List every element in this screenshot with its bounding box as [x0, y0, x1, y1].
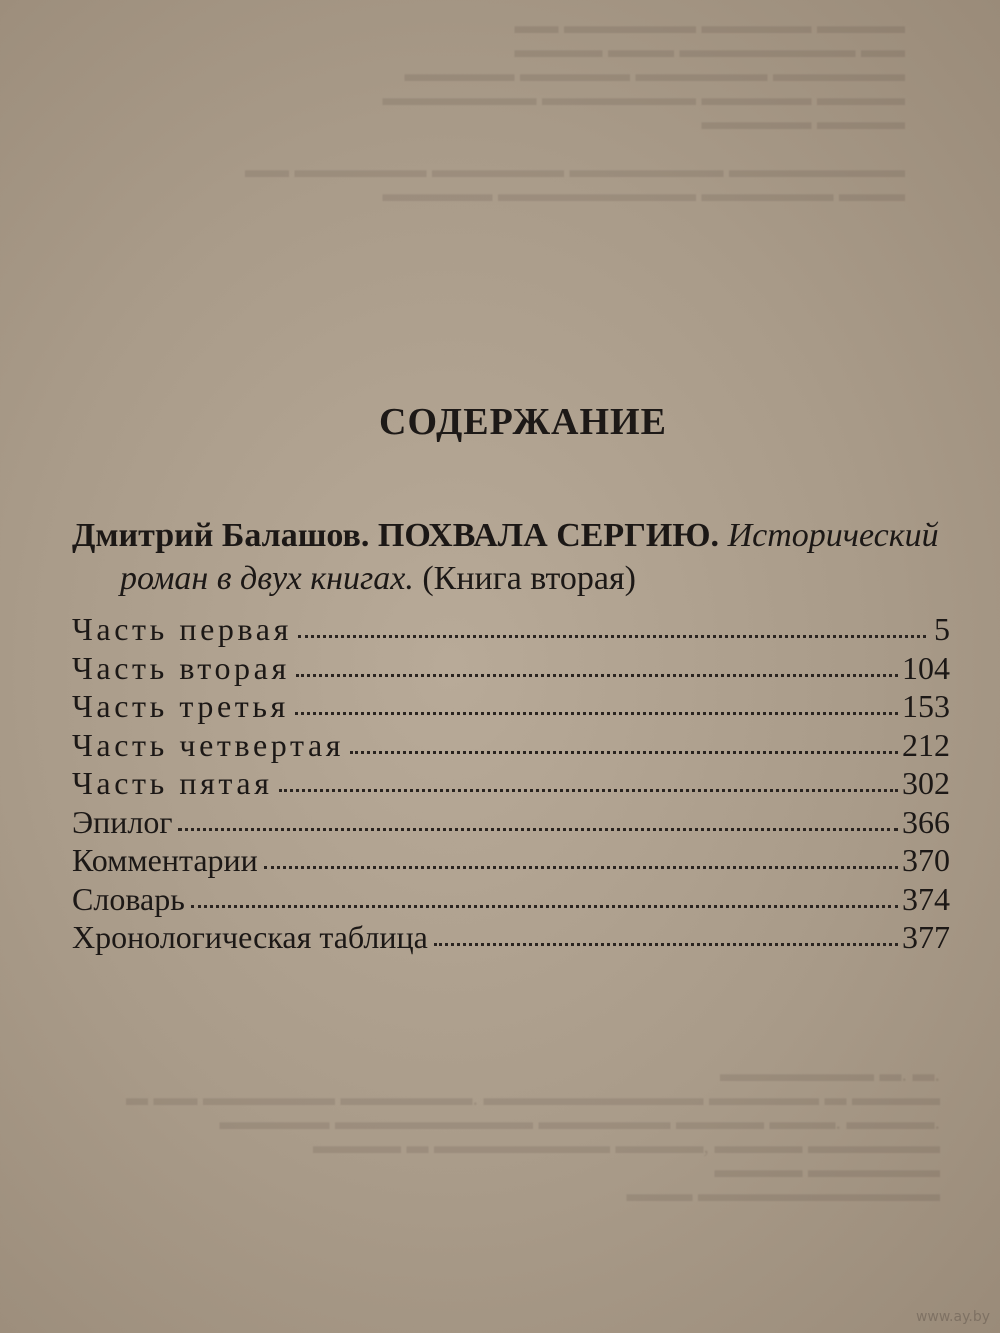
toc-leader-dots	[178, 828, 898, 831]
toc-entry-label: Словарь	[72, 880, 185, 917]
toc-leader-dots	[264, 866, 898, 869]
page-title: СОДЕРЖАНИЕ	[379, 401, 667, 443]
toc-leader-dots	[350, 751, 898, 754]
book-genre-line1: Исторический	[727, 517, 939, 554]
toc-leader-dots	[279, 789, 898, 792]
toc-entry	[72, 688, 950, 727]
bleed-through-text-top: ▬▬ ▬▬▬▬▬▬ ▬▬▬▬▬ ▬▬▬▬ ▬▬▬▬ ▬▬▬ ▬▬▬▬▬▬▬▬ ▬▬ ▬▬▬▬▬ ▬▬▬▬▬ ▬▬▬▬▬▬ ▬▬▬▬▬▬ ▬▬▬▬▬▬▬ ▬▬▬▬▬▬▬ ▬▬▬▬▬ ▬▬▬▬ ▬▬▬▬▬ ▬▬▬▬ ▬▬ ▬▬▬▬▬▬ ▬▬▬▬▬▬ ▬▬▬▬▬▬▬ ▬▬▬▬▬▬▬▬ ▬▬▬▬▬ ▬▬▬▬▬▬▬▬▬ ▬▬▬▬▬▬ ▬▬▬	[245, 13, 905, 206]
toc-entry-page: 153	[902, 688, 950, 724]
toc-entry-label: Часть первая	[72, 611, 292, 647]
book-genre-line2: роман в двух книгах.	[120, 560, 414, 597]
toc-entry-page: 377	[902, 919, 950, 955]
toc-entry	[72, 919, 950, 958]
toc-entry	[72, 727, 950, 766]
toc-entry	[72, 650, 950, 689]
toc-entry-label: Часть пятая	[72, 765, 273, 801]
toc-entry-page: 104	[902, 649, 950, 686]
toc-entry-label: Часть третья	[72, 688, 289, 724]
toc-entry	[72, 881, 950, 920]
toc-leader-dots	[296, 674, 898, 677]
toc-leader-dots	[191, 905, 898, 908]
toc-entry-label: Комментарии	[72, 842, 258, 878]
book-heading	[72, 514, 952, 600]
toc-entry-page: 212	[902, 726, 950, 763]
toc-entry-label: Часть вторая	[72, 649, 290, 686]
bleed-through-text-bottom: ▬▬▬▬▬▬▬ ▬. ▬. ▬ ▬▬ ▬▬▬▬▬▬ ▬▬▬▬▬▬. ▬▬▬▬▬▬▬▬▬▬ ▬▬▬▬▬ ▬ ▬▬▬▬ ▬▬▬▬▬ ▬▬▬▬▬▬▬▬▬ ▬▬▬▬▬▬ ▬▬▬▬ ▬▬▬. ▬▬▬▬. ▬▬▬▬ ▬ ▬▬▬▬▬▬▬▬ ▬▬▬▬, ▬▬▬▬ ▬▬▬▬▬▬ ▬▬▬▬ ▬▬▬▬▬▬ ▬▬▬ ▬▬▬▬▬▬▬▬▬▬▬	[126, 1061, 940, 1206]
toc-entry	[72, 611, 950, 650]
book-author: Дмитрий Балашов.	[72, 517, 370, 554]
toc-leader-dots	[434, 943, 898, 946]
toc-entry-page: 370	[902, 842, 950, 878]
toc-entry-page: 366	[902, 803, 950, 840]
toc-entry	[72, 765, 950, 804]
toc-leader-dots	[295, 712, 898, 715]
toc-entry	[72, 804, 950, 843]
book-volume: (Книга вторая)	[422, 560, 636, 597]
book-work-title: ПОХВАЛА СЕРГИЮ.	[377, 517, 720, 554]
toc-entry-label: Хронологическая таблица	[72, 919, 428, 955]
toc-entry	[72, 842, 950, 881]
table-of-contents	[72, 611, 950, 958]
toc-entry-label: Эпилог	[72, 803, 173, 840]
toc-entry-page: 302	[902, 765, 950, 801]
toc-leader-dots	[298, 635, 926, 638]
toc-entry-page: 374	[902, 880, 950, 917]
watermark: www.ay.by	[915, 1309, 990, 1325]
toc-entry-page: 5	[934, 611, 950, 647]
toc-entry-label: Часть четвертая	[72, 726, 345, 763]
